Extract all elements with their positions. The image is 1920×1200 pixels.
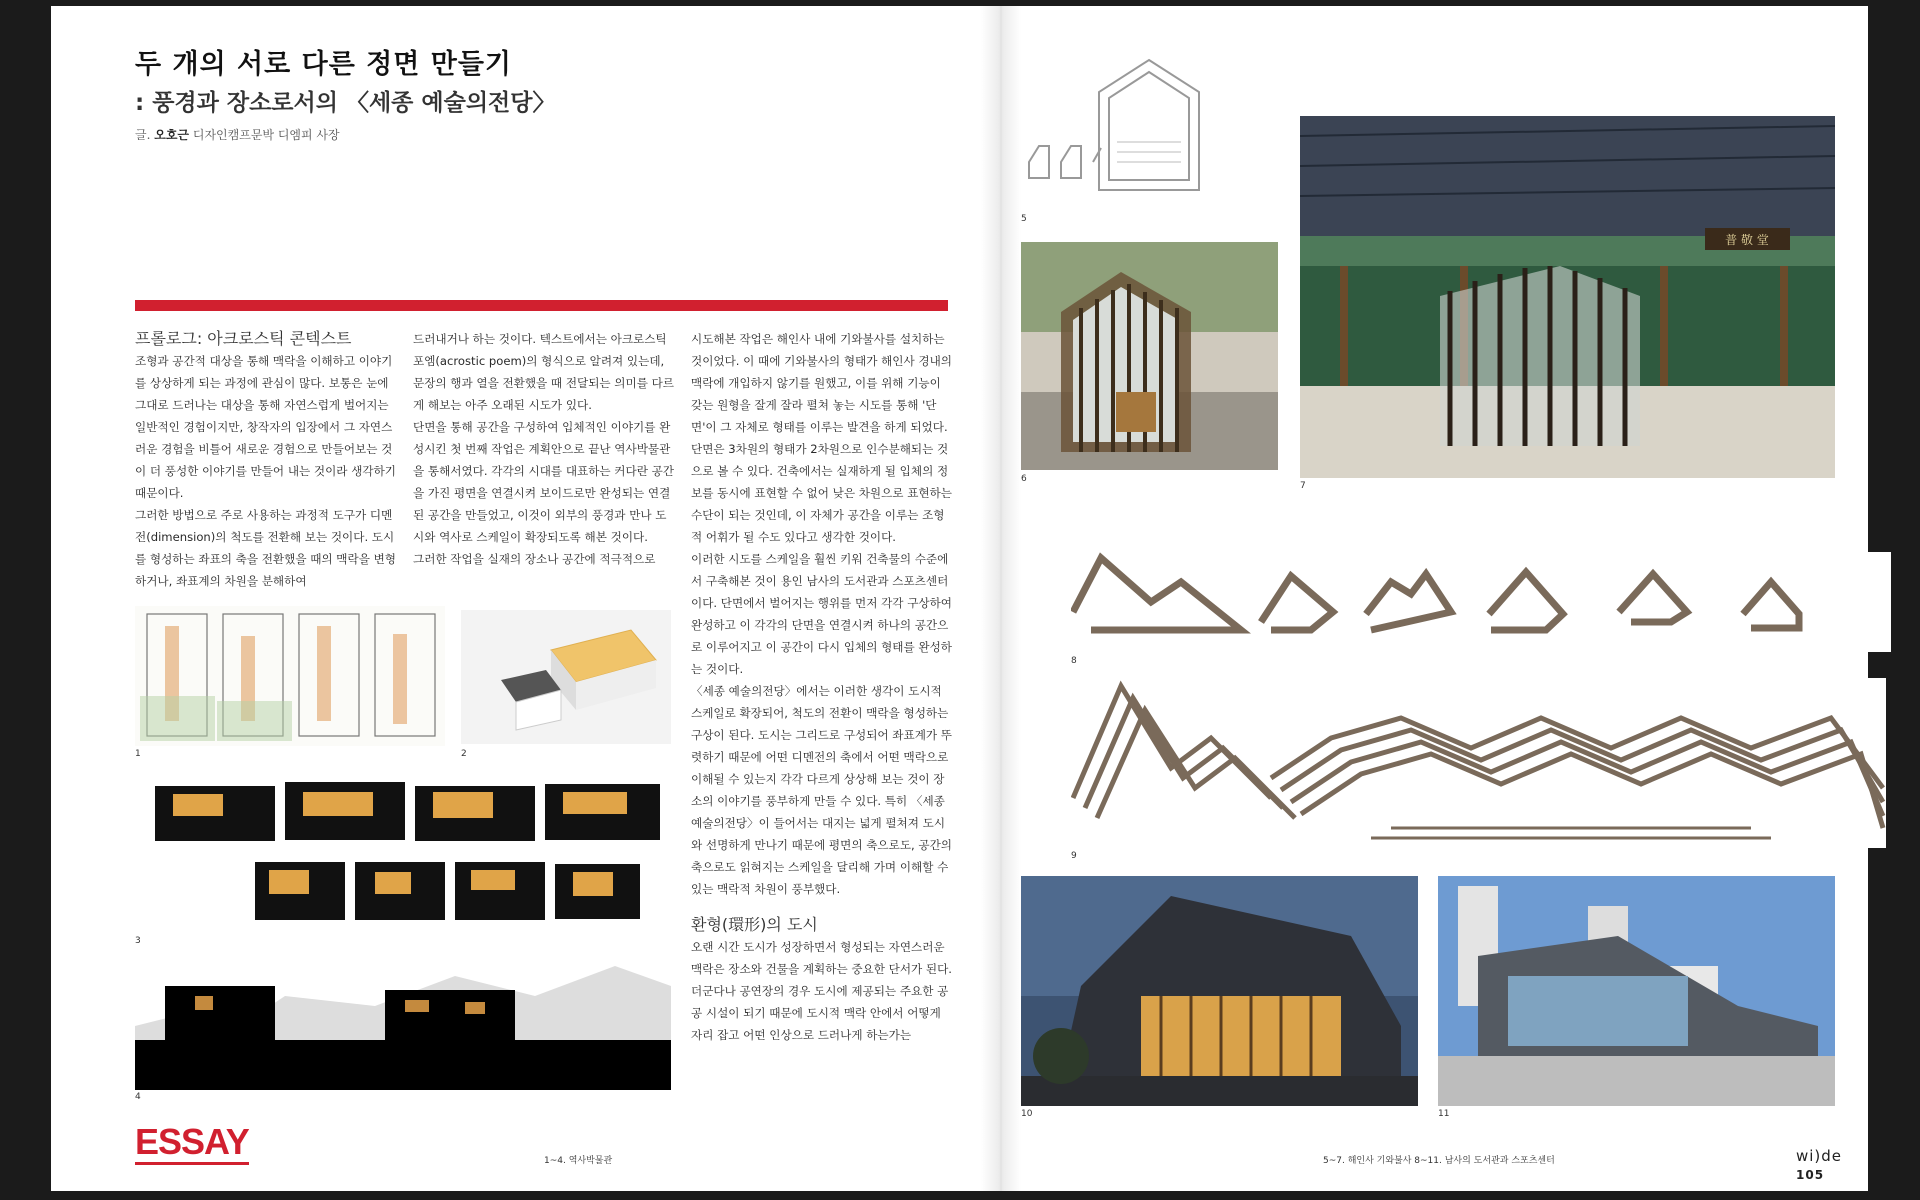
paragraph: 조형과 공간적 대상을 통해 맥락을 이해하고 이야기를 상상하게 되는 과정에 관심이 많다. 보통은 눈에 그대로 드러나는 대상을 통해 자연스럽게 벌어지는 일반적인 경험이지만, 창작자의 입장에서 그 자연스러운 경험을 비틀어 새로운 경험으로 만들어보는 것이 더 풍성한 이야기를 만들어 내는 것이라 생각하기 때문이다. bbox=[135, 354, 396, 500]
temple-plaque-text: 普 敬 堂 bbox=[1725, 233, 1769, 247]
article-title: 두 개의 서로 다른 정면 만들기 bbox=[135, 49, 512, 80]
figure-number-11: 11 bbox=[1438, 1109, 1450, 1119]
byline-prefix: 글. bbox=[135, 128, 151, 142]
paragraph: 그러한 방법으로 주로 사용하는 과정적 도구가 디멘전(dimension)의 척도를 전환해 보는 것이다. 도시를 형성하는 좌표의 축을 전환했을 때의 맥락을 변형하거나, 좌표계의 차원을 분해하여 bbox=[135, 508, 396, 588]
text-column-2 bbox=[413, 328, 677, 570]
figure-number-8: 8 bbox=[1071, 656, 1077, 666]
paragraph: 그러한 작업을 실재의 장소나 공간에 적극적으로 bbox=[413, 552, 656, 566]
figure-4-long-section bbox=[135, 956, 671, 1090]
paragraph: 〈세종 예술의전당〉에서는 이러한 생각이 도시적 스케일로 확장되어, 척도의 전환이 맥락을 형성하는 구상이 된다. 도시는 그리드로 구성되어 좌표계가 뚜렷하기 때문에 어떤 디멘전의 축에서 어떤 맥락으로 이해될 수 있는지 각각 다르게 상상해 보는 것이 장소의 이야기를 풍부하게 만들 수 있다. 특히 〈세종 예술의전당〉이 들어서는 대지는 넓게 펼쳐져 도시와 선명하게 만나기 때문에 평면의 축으로도, 공간의 축으로도 읽혀지는 스케일을 달리해 가며 이해할 수 있는 맥락적 차원이 풍부했다. bbox=[691, 684, 952, 896]
figure-5-sketch bbox=[1021, 42, 1259, 212]
byline bbox=[135, 126, 340, 143]
magazine-footer bbox=[1796, 1147, 1868, 1183]
figure-number-6: 6 bbox=[1021, 474, 1027, 484]
section-heading-prologue: 프롤로그: 아크로스틱 콘텍스트 bbox=[135, 329, 352, 348]
page-number: 105 bbox=[1796, 1168, 1825, 1182]
author-role: 디자인캠프문박 디엠피 사장 bbox=[192, 128, 340, 142]
figure-number-2: 2 bbox=[461, 749, 467, 759]
magazine-name: wi)de bbox=[1796, 1147, 1843, 1165]
figure-number-3: 3 bbox=[135, 936, 141, 946]
text-column-3 bbox=[691, 328, 955, 1046]
figure-11-sports-center-photo bbox=[1438, 876, 1835, 1106]
magazine-spread bbox=[51, 6, 1868, 1191]
right-footer-caption: 5~7. 해인사 기와불사 8~11. 남사의 도서관과 스포츠센터 bbox=[1323, 1156, 1555, 1166]
section-heading-ring-city: 환형(環形)의 도시 bbox=[691, 915, 818, 934]
figure-number-4: 4 bbox=[135, 1092, 141, 1102]
figure-3-section-models bbox=[135, 774, 671, 932]
figure-8-section-diagrams bbox=[1071, 552, 1891, 652]
figure-2-model bbox=[461, 610, 671, 744]
author-name: 오호근 bbox=[154, 128, 190, 142]
figure-number-9: 9 bbox=[1071, 851, 1077, 861]
text-column-1 bbox=[135, 328, 399, 592]
figure-number-1: 1 bbox=[135, 749, 141, 759]
figure-9-layered-sections bbox=[1071, 678, 1886, 848]
figure-6-pavilion-photo bbox=[1021, 242, 1278, 470]
article-subtitle: : 풍경과 장소로서의 〈세종 예술의전당〉 bbox=[135, 90, 556, 116]
paragraph: 이러한 시도를 스케일을 훨씬 키워 건축물의 수준에서 구축해본 것이 용인 남사의 도서관과 스포츠센터이다. 단면에서 벌어지는 행위를 먼저 각각 구상하여 완성하고 이 각각의 단면을 연결시켜 하나의 공간으로 이루어지고 이 공간이 다시 입체의 형태를 완성하는 것이다. bbox=[691, 552, 952, 676]
figure-7-temple-photo bbox=[1300, 116, 1835, 478]
figure-number-5: 5 bbox=[1021, 214, 1027, 224]
paragraph: 오랜 시간 도시가 성장하면서 형성되는 자연스러운 맥락은 장소와 건물을 계획하는 중요한 단서가 된다. 더군다나 공연장의 경우 도시에 제공되는 주요한 공공 시설이 되기 때문에 도시적 맥락 안에서 어떻게 자리 잡고 어떤 인상으로 드러나게 하는가는 bbox=[691, 940, 952, 1042]
paragraph: 드러내거나 하는 것이다. 텍스트에서는 아크로스틱 포엠(acrostic poem)의 형식으로 알려져 있는데, 문장의 행과 열을 전환했을 때 전달되는 의미를 다르게 해보는 아주 오래된 시도가 있다. bbox=[413, 332, 674, 412]
page-gutter bbox=[981, 6, 1021, 1191]
section-divider bbox=[135, 300, 948, 311]
figure-number-7: 7 bbox=[1300, 481, 1306, 491]
paragraph: 단면을 통해 공간을 구성하여 입체적인 이야기를 완성시킨 첫 번째 작업은 계획안으로 끝난 역사박물관을 통해서였다. 각각의 시대를 대표하는 커다란 공간을 가진 평면을 연결시켜 보이드로만 완성되는 연결된 공간을 만들었고, 이것이 외부의 풍경과 만나 도시와 역사로 스케일이 확장되도록 해본 것이다. bbox=[413, 420, 674, 544]
figure-number-10: 10 bbox=[1021, 1109, 1033, 1119]
left-footer-caption: 1~4. 역사박물관 bbox=[544, 1156, 613, 1166]
section-label-essay: ESSAY bbox=[135, 1124, 249, 1165]
figure-10-library-photo bbox=[1021, 876, 1418, 1106]
paragraph: 시도해본 작업은 해인사 내에 기와불사를 설치하는 것이었다. 이 때에 기와불사의 형태가 해인사 경내의 맥락에 개입하지 않기를 원했고, 이를 위해 기능이 갖는 원형을 잘게 잘라 펼쳐 놓는 시도를 통해 '단면'이 그 자체로 형태를 이루는 발견을 하게 되었다. 단면은 3차원의 형태가 2차원으로 인수분해되는 것으로 볼 수 있다. 건축에서는 실재하게 될 입체의 정보를 동시에 표현할 수 없어 낮은 차원으로 표현하는 수단이 되는 것인데, 이 자체가 공간을 이루는 조형적 어휘가 될 수도 있다고 생각한 것이다. bbox=[691, 332, 952, 544]
figure-1-sketch bbox=[135, 606, 445, 746]
